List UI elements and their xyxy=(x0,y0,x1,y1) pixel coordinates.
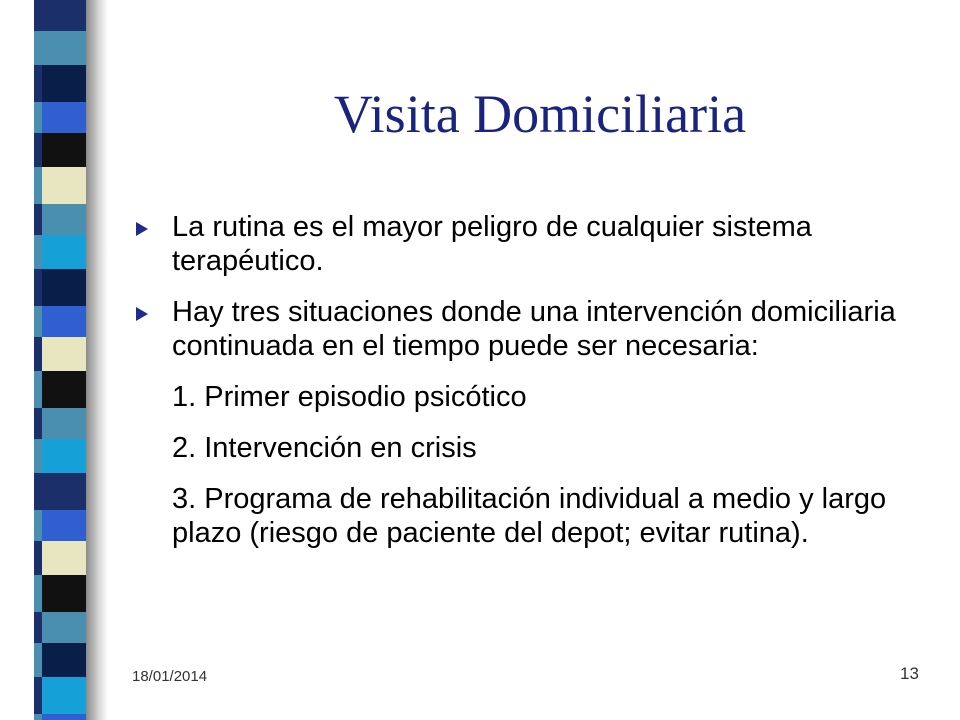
strip-edge-segment xyxy=(34,337,42,371)
strip-segment xyxy=(42,31,86,65)
strip-segment xyxy=(42,575,86,612)
numbered-item: 1. Primer episodio psicótico xyxy=(172,381,527,413)
strip-edge-segment xyxy=(34,167,42,204)
strip-edge-segment xyxy=(34,510,42,541)
strip-segment xyxy=(42,337,86,371)
strip-segment xyxy=(42,371,86,408)
slide-content xyxy=(132,210,912,567)
strip-segment xyxy=(42,0,86,31)
strip-edge-segment xyxy=(34,133,42,167)
strip-segment xyxy=(42,677,86,714)
strip-segment xyxy=(42,473,86,510)
strip-segment xyxy=(42,102,86,133)
strip-edge-segment xyxy=(34,541,42,575)
page-number: 13 xyxy=(900,664,919,683)
strip-segment xyxy=(42,612,86,643)
strip-edge-segment xyxy=(34,612,42,643)
strip-segment xyxy=(42,204,86,235)
decorative-strip xyxy=(0,0,110,720)
strip-edge-segment xyxy=(34,575,42,612)
bullet-arrow-icon xyxy=(136,222,148,236)
strip-edge-segment xyxy=(34,677,42,714)
strip-edge-segment xyxy=(34,306,42,337)
strip-segment xyxy=(42,439,86,473)
strip-edge-segment xyxy=(34,439,42,473)
strip-edge-segment xyxy=(34,102,42,133)
footer-date: 18/01/2014 xyxy=(132,668,208,685)
strip-edge-segment xyxy=(34,0,42,31)
strip-segment xyxy=(42,65,86,102)
strip-segment xyxy=(42,167,86,204)
strip-edge-segment xyxy=(34,204,42,235)
strip-edge-segment xyxy=(34,473,42,510)
strip-shadow xyxy=(86,0,108,720)
strip-segment xyxy=(42,235,86,269)
strip-segment xyxy=(42,133,86,167)
strip-edge-segment xyxy=(34,65,42,102)
bullet-text: La rutina es el mayor peligro de cualquier sistema terapéutico. xyxy=(172,211,812,277)
strip-edge-segment xyxy=(34,714,42,720)
strip-segment xyxy=(42,643,86,677)
bullet-text: Hay tres situaciones donde una intervención domiciliaria continuada en el tiempo puede ser necesaria: xyxy=(172,296,896,362)
bullet-arrow-icon xyxy=(136,307,148,321)
strip-edge-segment xyxy=(34,235,42,269)
strip-segment xyxy=(42,306,86,337)
strip-edge-segment xyxy=(34,408,42,439)
strip-segment xyxy=(42,269,86,306)
strip-segment xyxy=(42,408,86,439)
bullet-item xyxy=(132,210,912,278)
strip-edge-segment xyxy=(34,31,42,65)
strip-segment xyxy=(42,714,86,720)
strip-segment xyxy=(42,541,86,575)
bullet-item xyxy=(132,295,912,363)
numbered-item: 3. Programa de rehabilitación individual a medio y largo plazo (riesgo de paciente del depot; evitar rutina). xyxy=(172,483,887,549)
strip-segment xyxy=(42,510,86,541)
slide-title: Visita Domiciliaria xyxy=(333,84,747,144)
numbered-item: 2. Intervención en crisis xyxy=(172,432,477,464)
strip-edge-segment xyxy=(34,371,42,408)
strip-edge-segment xyxy=(34,269,42,306)
strip-edge-segment xyxy=(34,643,42,677)
